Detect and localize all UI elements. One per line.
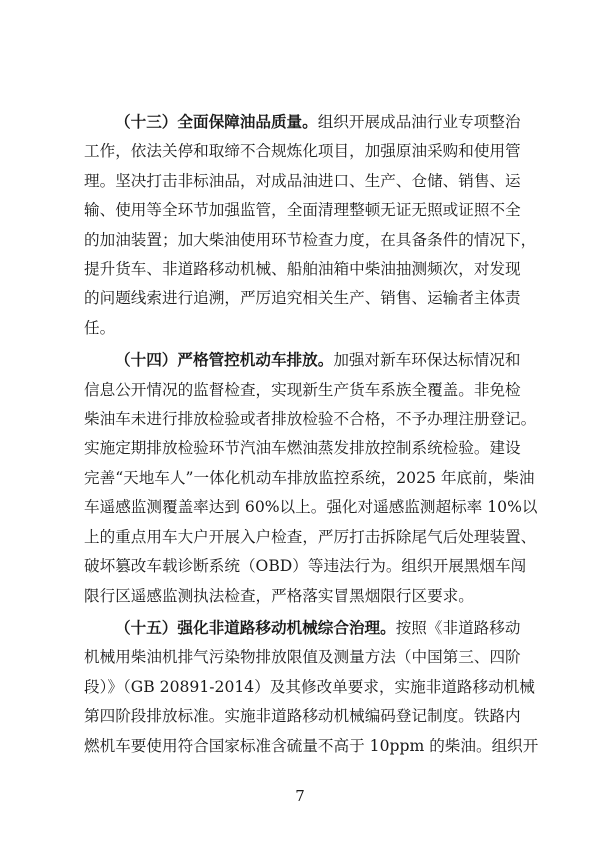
paragraph-text: 按照《非道路移动: [395, 618, 521, 637]
page-number: 7: [295, 787, 305, 805]
paragraph-13: [84, 108, 537, 343]
paragraph-line: 限行区遥感监测执法检查，严格落实冒黑烟限行区要求。: [84, 586, 474, 605]
paragraph-heading: （十四）严格管控机动车排放。: [115, 351, 334, 370]
paragraph-heading: （十三）全面保障油品质量。: [115, 113, 318, 131]
paragraph-line: 输、使用等全环节加强监管，全面清理整顿无证无照或证照不全: [84, 201, 521, 220]
paragraph-line: 破坏篡改车载诊断系统（OBD）等违法行为。组织开展黑烟车闯: [84, 557, 527, 576]
paragraph-line: 提升货车、非道路移动机械、船舶油箱中柴油抽测频次，对发现: [84, 260, 521, 279]
paragraph-first-line: [84, 346, 524, 375]
paragraph-line: 车遥感监测覆盖率达到 60%以上。强化对遥感监测超标率 10%以: [84, 498, 538, 517]
paragraph-line: 完善“天地车人”一体化机动车排放监控系统，2025 年底前，柴油: [84, 468, 535, 487]
paragraph-text: 加强对新车环保达标情况和: [333, 351, 521, 370]
paragraph-line: 上的重点用车大户开展入户检查，严厉打击拆除尾气后处理装置、: [84, 527, 537, 546]
paragraph-line: 段）》（GB 20891-2014）及其修改单要求，实施非道路移动机械: [84, 677, 535, 696]
document-body: [84, 108, 539, 764]
paragraph-line: 燃机车要使用符合国家标准含硫量不高于 10ppm 的柴油。组织开: [84, 736, 539, 755]
paragraph-first-line: [84, 108, 524, 137]
paragraph-14: [84, 346, 538, 611]
paragraph-line: 实施定期排放检验环节汽油车燃油蒸发排放控制系统检验。建设: [84, 439, 521, 458]
paragraph-15: [84, 614, 539, 761]
paragraph-text: 组织开展成品油行业专项整治: [317, 113, 521, 131]
paragraph-line: 第四阶段排放标准。实施非道路移动机械编码登记制度。铁路内: [84, 707, 521, 726]
paragraph-line: 柴油车未进行排放检验或者排放检验不合格，不予办理注册登记。: [84, 410, 537, 429]
paragraph-line: 信息公开情况的监督检查，实现新生产货车系族全覆盖。非免检: [84, 380, 521, 399]
paragraph-heading: （十五）强化非道路移动机械综合治理。: [115, 618, 396, 637]
paragraph-line: 理。坚决打击非标油品，对成品油进口、生产、仓储、销售、运: [84, 171, 521, 190]
paragraph-first-line: [84, 614, 524, 643]
paragraph-line: 工作，依法关停和取缔不合规炼化项目，加强原油采购和使用管: [84, 142, 521, 161]
paragraph-line: 任。: [84, 318, 116, 337]
paragraph-line: 的加油装置；加大柴油使用环节检查力度，在具备条件的情况下，: [84, 230, 537, 249]
paragraph-line: 的问题线索进行追溯，严厉追究相关生产、销售、运输者主体责: [84, 289, 521, 308]
paragraph-line: 机械用柴油机排气污染物排放限值及测量方法（中国第三、四阶: [84, 648, 521, 667]
